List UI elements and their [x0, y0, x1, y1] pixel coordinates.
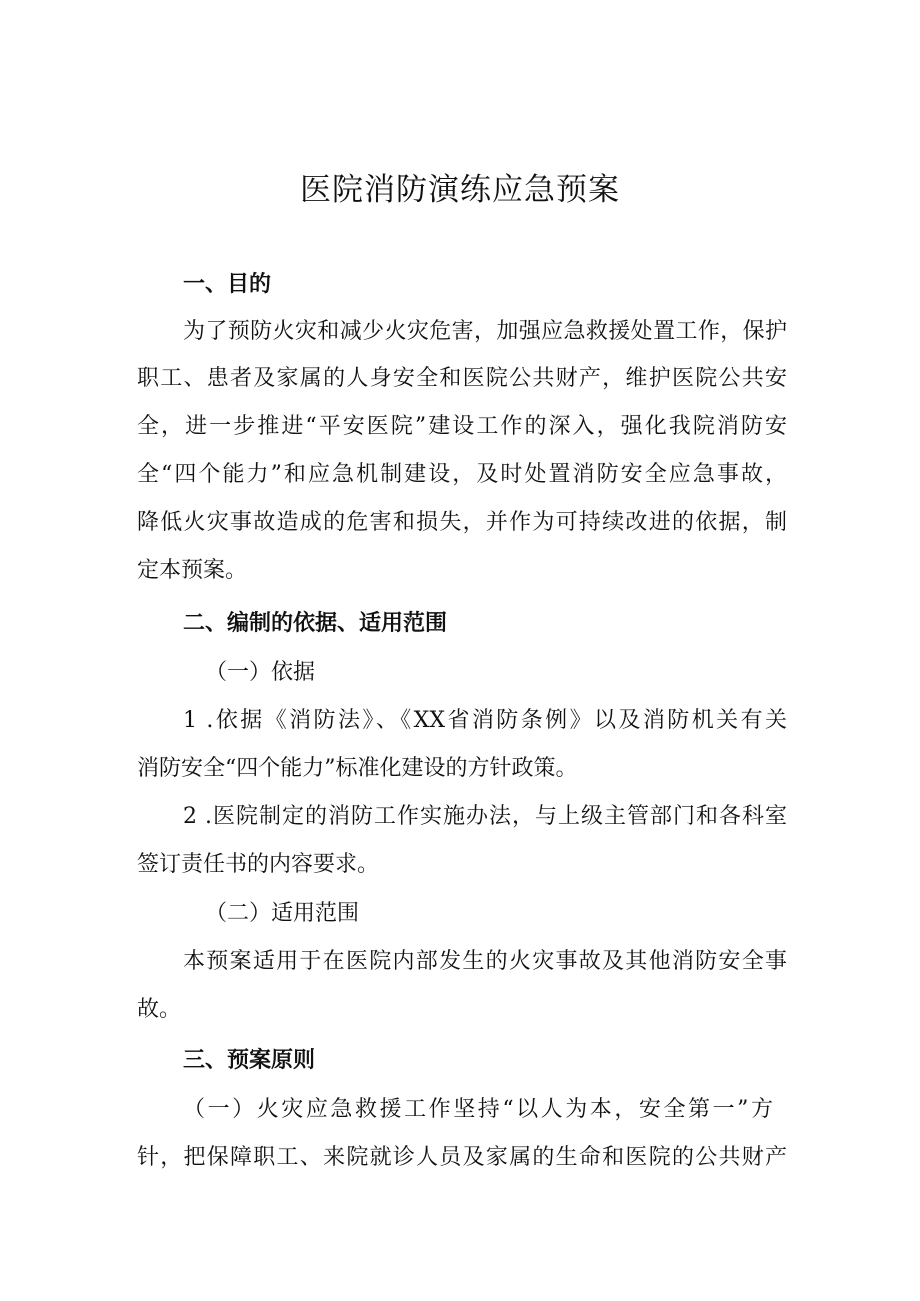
document-title: 医院消防演练应急预案: [300, 172, 620, 208]
paragraph-line: 2 .医院制定的消防工作实施办法，与上级主管部门和各科室: [183, 804, 787, 829]
paragraph-line: 全，进一步推进“平安医院”建设工作的深入，强化我院消防安: [137, 414, 787, 439]
section-heading-3: 三、预案原则: [183, 1048, 316, 1073]
paragraph-line: 针，把保障职工、来院就诊人员及家属的生命和医院的公共财产: [137, 1145, 787, 1170]
paragraph-line: 消防安全“四个能力”标准化建设的方针政策。: [137, 756, 578, 781]
section-heading-1: 一、目的: [183, 272, 272, 297]
paragraph-line: 降低火灾事故造成的危害和损失，并作为可持续改进的依据，制: [137, 510, 787, 535]
paragraph-line: 职工、患者及家属的人身安全和医院公共财产，维护医院公共安: [137, 366, 787, 391]
paragraph-line: 1 .依据《消防法》、《XX省消防条例》以及消防机关有关: [183, 708, 787, 733]
section-heading-2: 二、编制的依据、适用范围: [183, 611, 448, 636]
paragraph-line: 签订责任书的内容要求。: [137, 852, 380, 877]
subsection-heading: （一）依据: [205, 660, 316, 685]
paragraph-line: 本预案适用于在医院内部发生的火灾事故及其他消防安全事: [183, 949, 787, 974]
paragraph-line: 为了预防火灾和减少火灾危害，加强应急救援处置工作，保护: [183, 319, 787, 344]
paragraph-line: 全“四个能力”和应急机制建设，及时处置消防安全应急事故，: [137, 462, 787, 487]
subsection-heading: （二）适用范围: [205, 901, 360, 926]
paragraph-line: （一）火灾应急救援工作坚持“以人为本，安全第一”方: [183, 1097, 773, 1122]
paragraph-line: 故。: [137, 997, 182, 1022]
paragraph-line: 定本预案。: [137, 558, 248, 583]
